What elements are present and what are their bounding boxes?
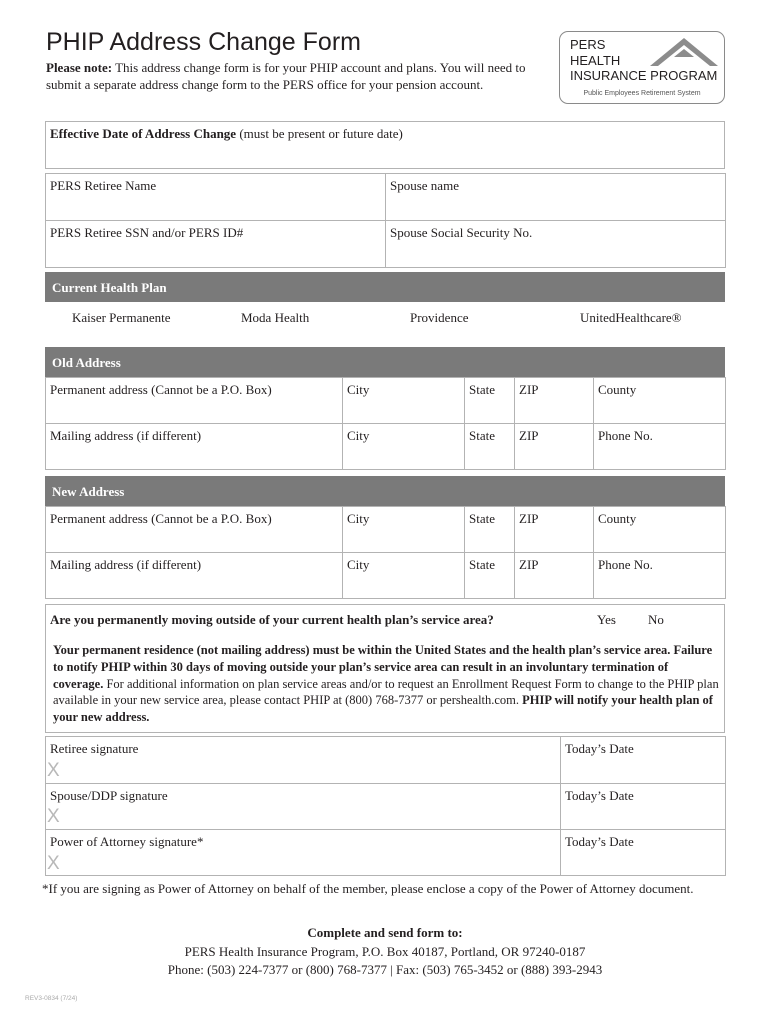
new-zip-field[interactable]: ZIP bbox=[515, 507, 594, 553]
old-county-field[interactable]: County bbox=[594, 378, 726, 424]
header-note bbox=[46, 60, 546, 93]
plan-option-unitedhealthcare[interactable]: UnitedHealthcare® bbox=[580, 310, 682, 325]
retiree-info-table bbox=[45, 173, 726, 268]
contact-phone-fax: Phone: (503) 224-7377 or (800) 768-7377 | Fax: (503) 765-3452 or (888) 393-2943 bbox=[167, 962, 603, 977]
note-label: Please note: bbox=[46, 60, 113, 75]
current-plan-heading: Current Health Plan bbox=[45, 272, 725, 302]
new-city-field[interactable]: City bbox=[343, 507, 465, 553]
plan-option-kaiser[interactable]: Kaiser Permanente bbox=[72, 310, 171, 325]
old-zip-field[interactable]: ZIP bbox=[515, 378, 594, 424]
page-title: PHIP Address Change Form bbox=[46, 28, 361, 56]
retiree-signature-field[interactable]: Retiree signature bbox=[46, 737, 561, 784]
old-address-heading: Old Address bbox=[45, 347, 725, 377]
plan-option-providence[interactable]: Providence bbox=[410, 310, 469, 325]
poa-footnote: *If you are signing as Power of Attorney on behalf of the member, please enclose a copy of the Power of Attorney document. bbox=[42, 881, 694, 896]
retiree-name-field[interactable]: PERS Retiree Name bbox=[46, 174, 386, 221]
old-mailing-city-field[interactable]: City bbox=[343, 424, 465, 470]
new-state-field[interactable]: State bbox=[465, 507, 515, 553]
note-text: This address change form is for your PHIP account and plans. You will need to submit a separate address change form to the PERS office for your pension account. bbox=[46, 60, 526, 92]
logo-text: PERS HEALTH INSURANCE PROGRAM bbox=[570, 37, 718, 83]
spouse-sign-here-mark: X bbox=[47, 806, 60, 827]
new-phone-field[interactable]: Phone No. bbox=[594, 553, 726, 599]
new-mailing-state-field[interactable]: State bbox=[465, 553, 515, 599]
revision-code: REV3-0834 (7/24) bbox=[25, 995, 78, 1002]
retiree-ssn-field[interactable]: PERS Retiree SSN and/or PERS ID# bbox=[46, 221, 386, 268]
mailing-address: PERS Health Insurance Program, P.O. Box 40187, Portland, OR 97240-0187 bbox=[184, 944, 586, 959]
spouse-ssn-field[interactable]: Spouse Social Security No. bbox=[386, 221, 726, 268]
new-mailing-city-field[interactable]: City bbox=[343, 553, 465, 599]
retiree-sign-here-mark: X bbox=[47, 760, 60, 781]
old-permanent-address-field[interactable]: Permanent address (Cannot be a P.O. Box) bbox=[46, 378, 343, 424]
new-address-table bbox=[45, 506, 726, 599]
logo-tagline: Public Employees Retirement System bbox=[583, 90, 701, 97]
old-address-table bbox=[45, 377, 726, 470]
moving-question: Are you permanently moving outside of your current health plan’s service area? bbox=[50, 612, 494, 627]
effective-date-table bbox=[45, 121, 725, 169]
spouse-name-field[interactable]: Spouse name bbox=[386, 174, 726, 221]
signature-table bbox=[45, 736, 726, 876]
old-state-field[interactable]: State bbox=[465, 378, 515, 424]
new-mailing-address-field[interactable]: Mailing address (if different) bbox=[46, 553, 343, 599]
old-mailing-state-field[interactable]: State bbox=[465, 424, 515, 470]
new-county-field[interactable]: County bbox=[594, 507, 726, 553]
new-permanent-address-field[interactable]: Permanent address (Cannot be a P.O. Box) bbox=[46, 507, 343, 553]
send-heading: Complete and send form to: bbox=[307, 925, 463, 940]
spouse-signature-field[interactable]: Spouse/DDP signature bbox=[46, 784, 561, 830]
old-mailing-address-field[interactable]: Mailing address (if different) bbox=[46, 424, 343, 470]
retiree-date-field[interactable]: Today’s Date bbox=[561, 737, 726, 784]
spouse-date-field[interactable]: Today’s Date bbox=[561, 784, 726, 830]
old-mailing-zip-field[interactable]: ZIP bbox=[515, 424, 594, 470]
pers-health-logo bbox=[559, 31, 725, 104]
old-phone-field[interactable]: Phone No. bbox=[594, 424, 726, 470]
moving-yes-option[interactable]: Yes bbox=[597, 612, 616, 627]
poa-signature-field[interactable]: Power of Attorney signature* bbox=[46, 830, 561, 876]
old-city-field[interactable]: City bbox=[343, 378, 465, 424]
plan-option-moda[interactable]: Moda Health bbox=[241, 310, 310, 325]
poa-sign-here-mark: X bbox=[47, 853, 60, 874]
effective-date-field[interactable]: Effective Date of Address Change (must be present or future date) bbox=[46, 122, 725, 169]
new-mailing-zip-field[interactable]: ZIP bbox=[515, 553, 594, 599]
new-address-heading: New Address bbox=[45, 476, 725, 506]
moving-instructions: Your permanent residence (not mailing address) must be within the United States and the health plan’s service area. Failure to notify PHIP within 30 days of moving outside your plan’s service area can result in an involuntary termination of coverage. For additional information on plan service areas and/or to request an Enrollment Request Form to change to the PHIP plan available in your new service area, please contact PHIP at (800) 768-7377 or pershealth.com. PHIP will notify your health plan of your new address. bbox=[53, 643, 719, 725]
poa-date-field[interactable]: Today’s Date bbox=[561, 830, 726, 876]
moving-no-option[interactable]: No bbox=[648, 612, 664, 627]
